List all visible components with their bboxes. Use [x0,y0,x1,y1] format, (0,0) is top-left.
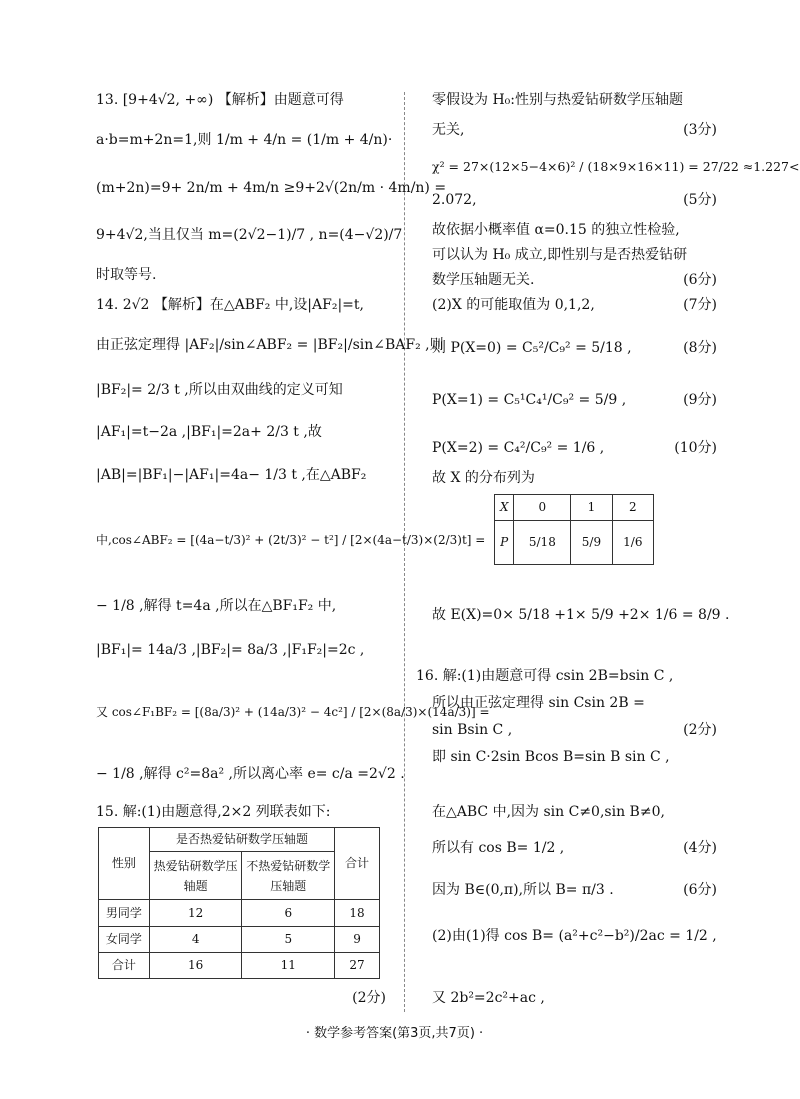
table-row [99,900,380,926]
r-after-5: sin Bsin C , (2分) [432,722,717,738]
q14-line-9: 又 cos∠F₁BF₂ = [(8a/3)² + (14a/3)² − 4c²] / [2×(8a/3)×(14a/3)] = [96,705,490,719]
q14-line-3: |BF₂|= 2/3 t ,所以由双曲线的定义可知 [96,382,343,398]
contingency-table [98,827,380,979]
q15-intro: 15. 解:(1)由题意得,2×2 列联表如下: [96,804,331,820]
th-group: 是否热爱钻研数学压轴题 [149,828,334,852]
q14-line-1: 14. 2√2 【解析】在△ABF₂ 中,设|AF₂|=t, [96,297,364,313]
r-line-5: 可以认为 H₀ 成立,即性别与是否热爱钻研 [432,247,688,263]
cell: 5 [242,926,335,952]
r-line-7: (2)X 的可能取值为 0,1,2, (7分) [432,297,717,313]
r-after-13: 又 2b²=2c²+ac , [432,990,545,1006]
page-footer: · 数学参考答案(第3页,共7页) · [305,1026,484,1041]
th-notlove: 不热爱钻研数学压轴题 [242,852,335,900]
th-love: 热爱钻研数学压轴题 [149,852,242,900]
cell: 12 [149,900,242,926]
q14-line-8: |BF₁|= 14a/3 ,|BF₂|= 8a/3 ,|F₁F₂|=2c , [96,642,365,658]
cell: 2 [612,495,653,521]
q13-line-1: 13. [9+4√2, +∞) 【解析】由题意可得 [96,92,344,108]
dist-row-x [495,495,654,521]
q14-line-7: − 1/8 ,解得 t=4a ,所以在△BF₁F₂ 中, [96,598,337,614]
r-after-1: 故 E(X)=0× 5/18 +1× 5/9 +2× 1/6 = 8/9 . [432,607,730,623]
q13-line-4: 9+4√2,当且仅当 m=(2√2−1)/7 , n=(4−√2)/7 [96,227,403,243]
cell: 6 [242,900,335,926]
q14-line-5: |AB|=|BF₁|−|AF₁|=4a− 1/3 t ,在△ABF₂ [96,467,367,483]
right-column [416,92,800,1012]
cell: 16 [149,952,242,978]
dist-row-p [495,521,654,565]
r-line-2: χ² = 27×(12×5−4×6)² / (18×9×16×11) = 27/22 ≈1.227< [432,159,800,174]
q14-line-4: |AF₁|=t−2a ,|BF₁|=2a+ 2/3 t ,故 [96,424,322,440]
cell: 9 [335,926,380,952]
cell: X [495,495,514,521]
cell: 5/18 [514,521,571,565]
cell: 女同学 [99,926,150,952]
th-gender: 性别 [99,828,150,900]
column-divider [404,92,405,1012]
q14-line-2: 由正弦定理得 |AF₂|/sin∠ABF₂ = |BF₂|/sin∠BAF₂ ,则 [96,337,444,353]
q14-line-6: 中,cos∠ABF₂ = [(4a−t/3)² + (2t/3)² − t²] / [2×(4a−t/3)×(2/3)t] = [96,533,486,547]
r-after-6: 即 sin C·2sin Bcos B=sin B sin C , [432,749,670,765]
cell: 18 [335,900,380,926]
r-after-4: 所以由正弦定理得 sin Csin 2B = [432,695,645,711]
th-total: 合计 [335,828,380,900]
cell: P [495,521,514,565]
q15-score-2: (2分) [352,990,386,1006]
r-line-1: 无关, (3分) [432,122,717,138]
cell: 男同学 [99,900,150,926]
r-after-11: (2)由(1)得 cos B= (a²+c²−b²)/2ac = 1/2 , [432,928,717,944]
r-after-9: 所以有 cos B= 1/2 , (4分) [432,840,717,856]
q13-line-3: (m+2n)=9+ 2n/m + 4m/n ≥9+2√(2n/m · 4m/n) = [96,180,447,196]
q13-line-2: a·b=m+2n=1,则 1/m + 4/n = (1/m + 4/n)· [96,132,393,148]
r-after-3: 16. 解:(1)由题意可得 csin 2B=bsin C , [416,668,674,684]
cell: 11 [242,952,335,978]
r-after-8: 在△ABC 中,因为 sin C≠0,sin B≠0, [432,804,665,820]
cell: 1 [571,495,612,521]
r-line-0: 零假设为 H₀:性别与热爱钻研数学压轴题 [432,92,683,108]
q13-line-5: 时取等号. [96,267,157,283]
table-row [99,952,380,978]
cell: 4 [149,926,242,952]
q14-line-10: − 1/8 ,解得 c²=8a² ,所以离心率 e= c/a =2√2 . [96,766,405,782]
r-line-11: 故 X 的分布列为 [432,470,535,486]
r-line-4: 故依据小概率值 α=0.15 的独立性检验, [432,222,680,238]
table-row [99,926,380,952]
cell: 0 [514,495,571,521]
r-line-9: P(X=1) = C₅¹C₄¹/C₉² = 5/9 , (9分) [432,392,717,408]
r-line-3: 2.072, (5分) [432,192,717,208]
cell: 1/6 [612,521,653,565]
r-line-8: 则 P(X=0) = C₅²/C₉² = 5/18 , (8分) [432,340,717,356]
cell: 合计 [99,952,150,978]
cell: 27 [335,952,380,978]
distribution-table [494,494,654,565]
cell: 5/9 [571,521,612,565]
r-line-10: P(X=2) = C₄²/C₉² = 1/6 , (10分) [432,440,717,456]
r-line-6: 数学压轴题无关. (6分) [432,272,717,288]
r-after-10: 因为 B∈(0,π),所以 B= π/3 . (6分) [432,882,717,898]
